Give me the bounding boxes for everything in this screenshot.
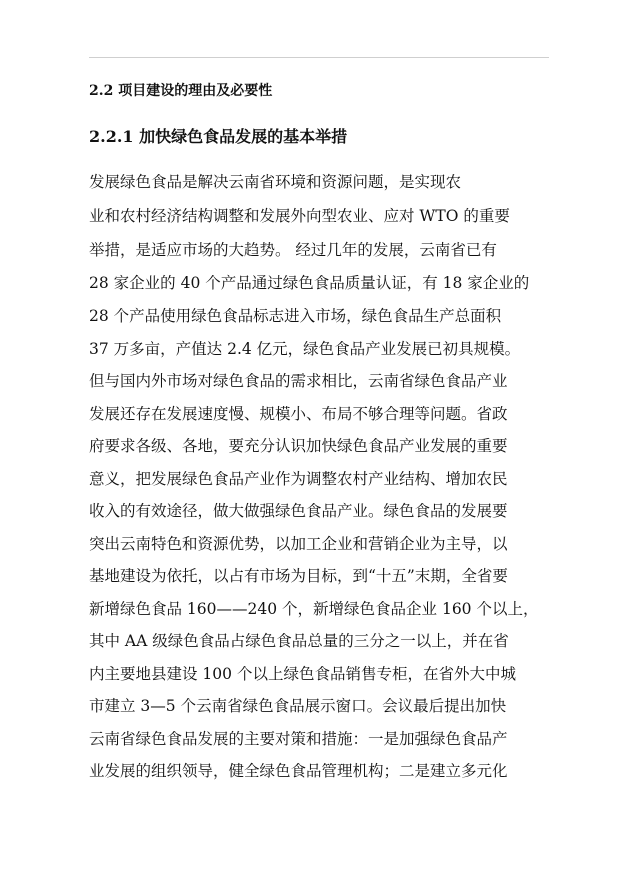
header-rule (89, 57, 549, 58)
body-line: 举措，是适应市场的大趋势。 经过几年的发展，云南省已有 (89, 241, 497, 259)
body-line: 内主要地县建设 100 个以上绿色食品销售专柜，在省外大中城 (89, 665, 516, 683)
subsection-heading: 2.2.1 加快绿色食品发展的基本举措 (89, 127, 348, 146)
body-line: 突出云南特色和资源优势，以加工企业和营销企业为主导，以 (89, 535, 508, 553)
body-line: 但与国内外市场对绿色食品的需求相比，云南省绿色食品产业 (89, 372, 508, 390)
body-line: 业发展的组织领导，健全绿色食品管理机构；二是建立多元化 (89, 762, 508, 780)
body-line: 业和农村经济结构调整和发展外向型农业、应对 WTO 的重要 (89, 207, 510, 225)
body-line: 发展绿色食品是解决云南省环境和资源问题，是实现农 (89, 173, 462, 191)
body-line: 府要求各级、各地，要充分认识加快绿色食品产业发展的重要 (89, 437, 508, 455)
body-line: 云南省绿色食品发展的主要对策和措施：一是加强绿色食品产 (89, 730, 508, 748)
body-line: 28 个产品使用绿色食品标志进入市场，绿色食品生产总面积 (89, 307, 502, 325)
body-line: 收入的有效途径，做大做强绿色食品产业。绿色食品的发展要 (89, 502, 508, 520)
body-line: 28 家企业的 40 个产品通过绿色食品质量认证，有 18 家企业的 (89, 274, 530, 292)
body-line: 发展还存在发展速度慢、规模小、布局不够合理等问题。省政 (89, 405, 508, 423)
section-heading: 2.2 项目建设的理由及必要性 (89, 83, 273, 99)
body-line: 其中 AA 级绿色食品占绿色食品总量的三分之一以上，并在省 (89, 632, 509, 650)
body-line: 基地建设为依托，以占有市场为目标，到“十五”末期，全省要 (89, 567, 508, 585)
body-line: 市建立 3—5 个云南省绿色食品展示窗口。会议最后提出加快 (89, 697, 507, 715)
body-line: 意义，把发展绿色食品产业作为调整农村产业结构、增加农民 (89, 470, 508, 488)
body-line: 37 万多亩，产值达 2.4 亿元，绿色食品产业发展已初具规模。 (89, 340, 521, 358)
body-line: 新增绿色食品 160——240 个，新增绿色食品企业 160 个以上， (89, 600, 539, 618)
